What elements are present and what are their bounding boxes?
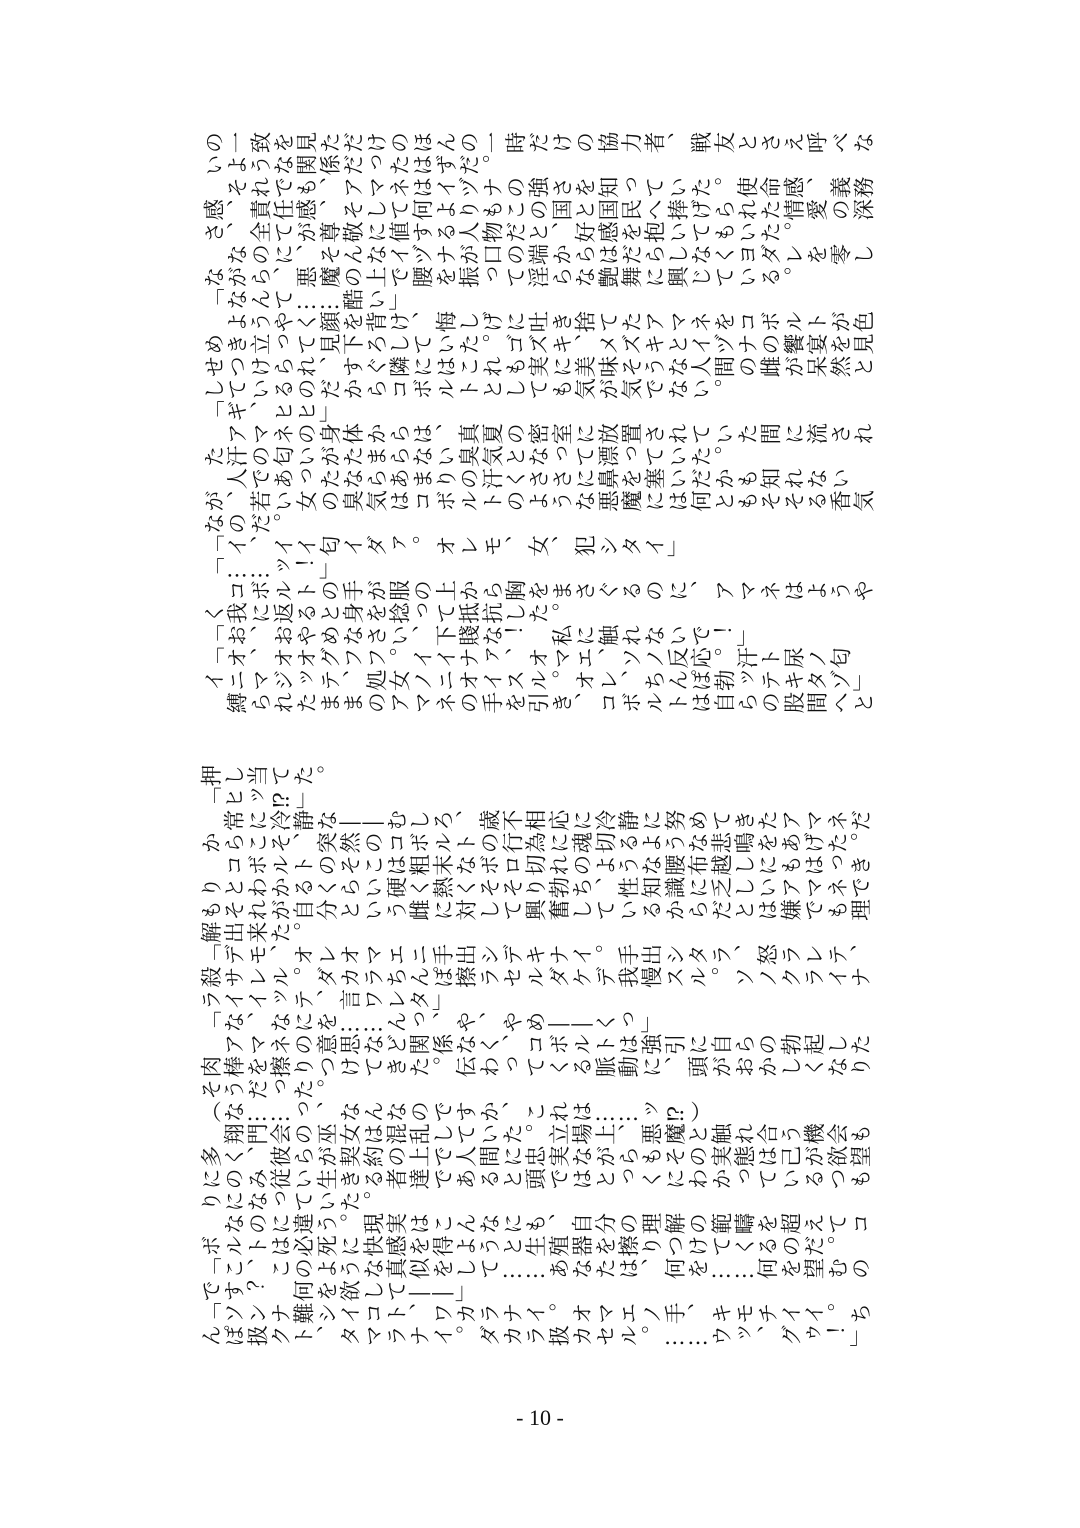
text-line: 縛られたままのアマネの手を引き、コボルトは自らの股間へと [203,692,876,718]
text-line: にのみ従い生きる者達であると頭ではとっくにわかっているつも [200,1168,873,1194]
text-line: た汗の匂いがたまらない臭気となって漂っていた。 [203,445,737,471]
text-line: 多く、彼らが契約の上で人間に忠実ながらもその実態は己が欲望 [200,1145,873,1171]
text-line: 「ギ、ヒヒ」 [203,400,343,426]
text-line: 「イ、イイ匂イダァ。オレモ、女、犯シタイ」 [203,535,691,561]
text-line: からこそ、突然のコボルトの行為に魂切るような悲鳴をあげた。 [200,832,873,858]
text-line: が、若い女の臭気はコボルトのような悪魔には何ともそそる香気 [203,490,876,516]
text-line: 「ソンナ難シイコト、ワカラナイ。オマエノ手、キモチイイ。ち [200,1302,873,1328]
text-line: さ、全てが尊敬に値する人物だと、好感を抱いてもいた。 [203,221,807,247]
text-line: そうだった。 [200,1078,340,1104]
text-line: んぽ扱クト、タマラナイ。ダカラ扱カセル。……ウッ、グゥ！」 [200,1325,873,1351]
text-line: の一致を見ただけのほんの一時だけの協力者、戦友とさえ呼べな [203,132,876,157]
text-line: 「ヒッ⁉」 [200,787,320,813]
text-line: ようやく顔を背け、悔しげに吐き捨てたアマネをコボルトが色 [203,311,876,337]
text-block-upper [203,134,883,716]
text-block-lower [200,767,880,1349]
text-line: ライイッテ、言ワレタ」 [200,989,456,1015]
text-line: 肉棒を擦りつけてきた。伝わってくる脈動に、頭がおかしくなり [200,1056,873,1082]
text-line: コボルトのそこは粗末なボロ切れのような腰布越しにもはっき [200,854,873,880]
text-line: せつけられ、すぐ隣にはこれも実に美味そうな人間の雌が呆然と [203,356,876,382]
text-line: なのに、そんなイヅナが口の端からはだらしなくヨダレを零し [203,244,876,270]
text-line: アマネの身体からは、真夏の密室に放置されていた間に流され [203,423,876,449]
text-line: 「こ、このような真似をして……あなたは、何を……何を望むの [200,1257,873,1283]
text-line: それでも、アマネはイヅナの強さを知っていた。使命感、義務 [203,176,876,202]
text-line: 感、責任感、そして何よりもこの国と国民へ捧げられた情愛の深 [203,199,876,225]
text-line: イニマジッテ、処女ノニオイスル。オレ、ちんぽ勃ッテキタゾ」 [203,669,876,695]
text-line: りとわかるくらい硬く熱くそそり勃ち、性知識に乏しいアマネで [200,877,873,903]
text-line: 人であったならあまりの汗くささに鼻を塞いだかも知れない [203,468,853,494]
text-line: ボルトは必死に快感を得ようと生殖器を擦りつけてくるのだ。 [200,1235,850,1261]
text-line: 押し当てた。 [200,765,340,790]
text-line: なのだ。 [203,512,296,538]
text-line: ながら、悪魔の上で腰を振って淫らな艶舞に興じている。 [203,266,807,292]
text-line: （な……っ、なんなのですか、これは……ッ⁉） [200,1101,714,1127]
text-line: 「な、なにを……んっ、や、やめ――くっ」 [200,1011,664,1037]
text-line: いような関係だったはずだ。 [203,154,505,180]
page-number: - 10 - [516,1405,564,1430]
text-line: めき立って見下ろしていた。ゴズキ、メズキとイヅナの饗宴を見 [203,333,876,359]
text-line: アマネの意思など関係なく、コボルトは強引に自らの勃起した [200,1033,873,1059]
text-line: もそれが自分という雌に対して興奮しているからだとは嫌でも理 [200,899,873,925]
text-line: 「お、おやめなさい、下賤な！ 私に触れないで！」 [203,624,760,650]
text-line: く我に返ると身を捻って抵抗した。 [203,602,575,628]
text-line: です？ 何を欲して――」 [200,1280,479,1306]
text-line: 常に冷静な――むしろ、歳不相応に冷静に努めてきたアマネだ [200,809,873,835]
text-line: 解出来た。 [200,921,316,947]
text-line: 「デモ、オレオマエニ手出シデキナイ。手出シタラ、怒ラレテ、 [200,944,873,970]
text-line: しているのだからコボルトとしても気が気でない。 [203,378,737,404]
text-line: 「なんて……酷い」 [203,288,412,314]
text-line: 翔門会の巫女は混乱していた。立場上、悪魔と触れ合う機会も [200,1123,873,1149]
text-line: なのに違う。現実はこんなにも、自分の理解の範疇を超えてコ [200,1213,873,1239]
text-line: 「オ、オオグフフ。イイナァ、オマエ、ソノ反応。汗ト尿ノ匂 [203,647,853,673]
text-line: りになっていた。 [200,1190,386,1216]
text-line: 「……ッ！」 [203,557,343,583]
text-line: コボルトの手が服の上から胸をまさぐるのに、アマネはようや [203,580,876,606]
text-line: 殺サレル。ダカラちんぽ擦ラセルダケデ我慢スル。ソノクライナ [200,966,873,992]
